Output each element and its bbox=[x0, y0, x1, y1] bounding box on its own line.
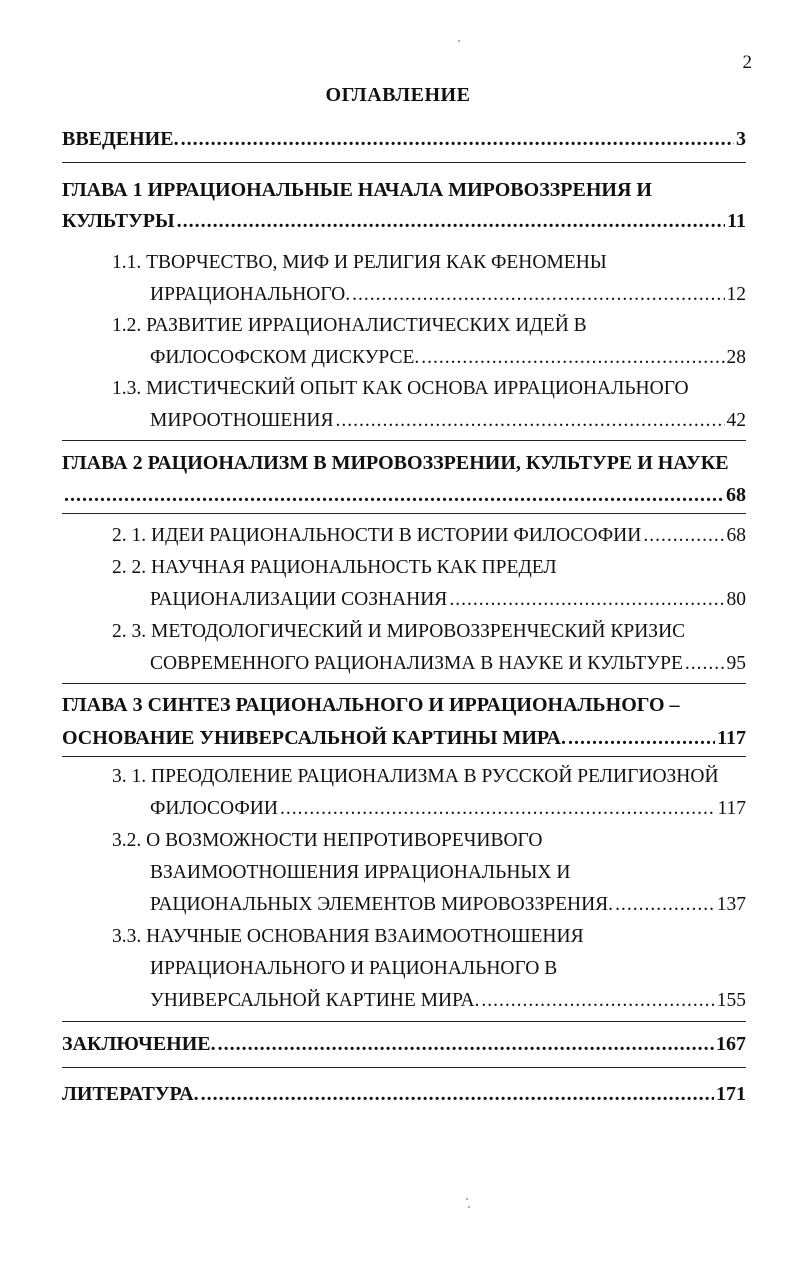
chapter-1-title[interactable]: ГЛАВА 1 ИРРАЦИОНАЛЬНЫЕ НАЧАЛА МИРОВОЗЗРЕНИЯ И bbox=[62, 179, 652, 201]
toc-entry-section-2-2[interactable] bbox=[150, 589, 746, 611]
leader-dots bbox=[421, 347, 724, 369]
entry-text: ИРРАЦИОНАЛЬНОГО. bbox=[150, 284, 351, 305]
entry-page: 68 bbox=[726, 525, 746, 546]
entry-text: РАЦИОНАЛИЗАЦИИ СОЗНАНИЯ bbox=[150, 589, 448, 610]
toc-entry-section-3-3[interactable] bbox=[150, 990, 746, 1012]
entry-page: 3 bbox=[736, 128, 746, 150]
toc-entry-section-1-1[interactable] bbox=[150, 284, 746, 306]
toc-entry-chapter-1[interactable] bbox=[62, 210, 746, 233]
entry-page: 117 bbox=[717, 727, 746, 749]
entry-page: 11 bbox=[727, 210, 746, 232]
leader-dots bbox=[218, 1033, 714, 1056]
leader-dots bbox=[685, 653, 725, 675]
entry-page: 117 bbox=[717, 798, 746, 819]
leader-dots bbox=[481, 990, 714, 1012]
entry-text: МИРООТНОШЕНИЯ bbox=[150, 410, 334, 431]
entry-page: 12 bbox=[726, 284, 746, 305]
entry-text: КУЛЬТУРЫ bbox=[62, 210, 175, 232]
separator-line bbox=[62, 1021, 746, 1022]
section-2-2-title[interactable]: 2. 2. НАУЧНАЯ РАЦИОНАЛЬНОСТЬ КАК ПРЕДЕЛ bbox=[112, 557, 557, 578]
leader-dots bbox=[336, 410, 725, 432]
leader-dots bbox=[615, 894, 715, 916]
separator-line bbox=[62, 1067, 746, 1068]
toc-entry-section-3-2[interactable] bbox=[150, 894, 746, 916]
entry-page: 155 bbox=[716, 990, 746, 1011]
entry-text: ВВЕДЕНИЕ. bbox=[62, 128, 179, 150]
separator-line bbox=[62, 756, 746, 757]
entry-page: 68 bbox=[726, 484, 746, 506]
entry-page: 95 bbox=[726, 653, 746, 674]
entry-text: УНИВЕРСАЛЬНОЙ КАРТИНЕ МИРА. bbox=[150, 990, 480, 1011]
toc-title: ОГЛАВЛЕНИЕ bbox=[325, 84, 471, 106]
chapter-3-title[interactable]: ГЛАВА 3 СИНТЕЗ РАЦИОНАЛЬНОГО И ИРРАЦИОНАЛЬНОГО – bbox=[62, 694, 680, 716]
toc-entry-section-3-1[interactable] bbox=[150, 798, 746, 820]
toc-entry-conclusion[interactable] bbox=[62, 1033, 746, 1056]
toc-entry-chapter-2[interactable] bbox=[62, 484, 746, 507]
page-number: 2 bbox=[742, 52, 752, 73]
leader-dots bbox=[568, 727, 715, 750]
entry-text: ОСНОВАНИЕ УНИВЕРСАЛЬНОЙ КАРТИНЫ МИРА. bbox=[62, 727, 566, 749]
entry-text: ЗАКЛЮЧЕНИЕ. bbox=[62, 1033, 216, 1055]
leader-dots bbox=[449, 589, 724, 611]
separator-line bbox=[62, 162, 746, 163]
entry-page: 171 bbox=[716, 1083, 746, 1105]
entry-page: 80 bbox=[726, 589, 746, 610]
entry-page: 167 bbox=[716, 1033, 746, 1055]
toc-entry-section-1-3[interactable] bbox=[150, 410, 746, 432]
entry-text: СОВРЕМЕННОГО РАЦИОНАЛИЗМА В НАУКЕ И КУЛЬТУРЕ bbox=[150, 653, 683, 674]
entry-text: ФИЛОСОФСКОМ ДИСКУРСЕ. bbox=[150, 347, 420, 368]
section-2-3-title[interactable]: 2. 3. МЕТОДОЛОГИЧЕСКИЙ И МИРОВОЗЗРЕНЧЕСКИЙ КРИЗИС bbox=[112, 621, 686, 642]
separator-line bbox=[62, 440, 746, 441]
leader-dots bbox=[643, 525, 724, 547]
scan-speck bbox=[468, 1206, 470, 1208]
scan-speck bbox=[466, 1198, 468, 1200]
entry-text: 2. 1. ИДЕИ РАЦИОНАЛЬНОСТИ В ИСТОРИИ ФИЛОСОФИИ bbox=[112, 525, 642, 546]
leader-dots bbox=[177, 210, 725, 233]
entry-page: 42 bbox=[726, 410, 746, 431]
section-1-1-title[interactable]: 1.1. ТВОРЧЕСТВО, МИФ И РЕЛИГИЯ КАК ФЕНОМЕНЫ bbox=[112, 252, 607, 273]
entry-page: 28 bbox=[726, 347, 746, 368]
leader-dots bbox=[201, 1083, 714, 1106]
toc-entry-section-1-2[interactable] bbox=[150, 347, 746, 369]
toc-entry-section-2-1[interactable] bbox=[112, 525, 746, 547]
separator-line bbox=[62, 513, 746, 514]
section-1-3-title[interactable]: 1.3. МИСТИЧЕСКИЙ ОПЫТ КАК ОСНОВА ИРРАЦИОНАЛЬНОГО bbox=[112, 378, 689, 399]
entry-page: 137 bbox=[716, 894, 746, 915]
chapter-2-title[interactable]: ГЛАВА 2 РАЦИОНАЛИЗМ В МИРОВОЗЗРЕНИИ, КУЛЬТУРЕ И НАУКЕ bbox=[62, 452, 729, 474]
toc-entry-chapter-3[interactable] bbox=[62, 727, 746, 750]
section-3-2-title-cont[interactable]: ВЗАИМООТНОШЕНИЯ ИРРАЦИОНАЛЬНЫХ И bbox=[150, 862, 571, 883]
section-1-2-title[interactable]: 1.2. РАЗВИТИЕ ИРРАЦИОНАЛИСТИЧЕСКИХ ИДЕЙ В bbox=[112, 315, 587, 336]
entry-text: ФИЛОСОФИИ bbox=[150, 798, 278, 819]
section-3-3-title[interactable]: 3.3. НАУЧНЫЕ ОСНОВАНИЯ ВЗАИМООТНОШЕНИЯ bbox=[112, 926, 584, 947]
leader-dots bbox=[181, 128, 734, 151]
entry-text: РАЦИОНАЛЬНЫХ ЭЛЕМЕНТОВ МИРОВОЗЗРЕНИЯ. bbox=[150, 894, 614, 915]
leader-dots bbox=[280, 798, 716, 820]
toc-entry-introduction[interactable] bbox=[62, 128, 746, 151]
scan-speck bbox=[458, 40, 460, 42]
section-3-2-title[interactable]: 3.2. О ВОЗМОЖНОСТИ НЕПРОТИВОРЕЧИВОГО bbox=[112, 830, 543, 851]
toc-entry-section-2-3[interactable] bbox=[150, 653, 746, 675]
section-3-1-title[interactable]: 3. 1. ПРЕОДОЛЕНИЕ РАЦИОНАЛИЗМА В РУССКОЙ РЕЛИГИОЗНОЙ bbox=[112, 766, 719, 787]
toc-entry-literature[interactable] bbox=[62, 1083, 746, 1106]
leader-dots bbox=[352, 284, 724, 306]
leader-dots bbox=[64, 484, 724, 507]
entry-text: ЛИТЕРАТУРА. bbox=[62, 1083, 199, 1105]
section-3-3-title-cont[interactable]: ИРРАЦИОНАЛЬНОГО И РАЦИОНАЛЬНОГО В bbox=[150, 958, 558, 979]
separator-line bbox=[62, 683, 746, 684]
